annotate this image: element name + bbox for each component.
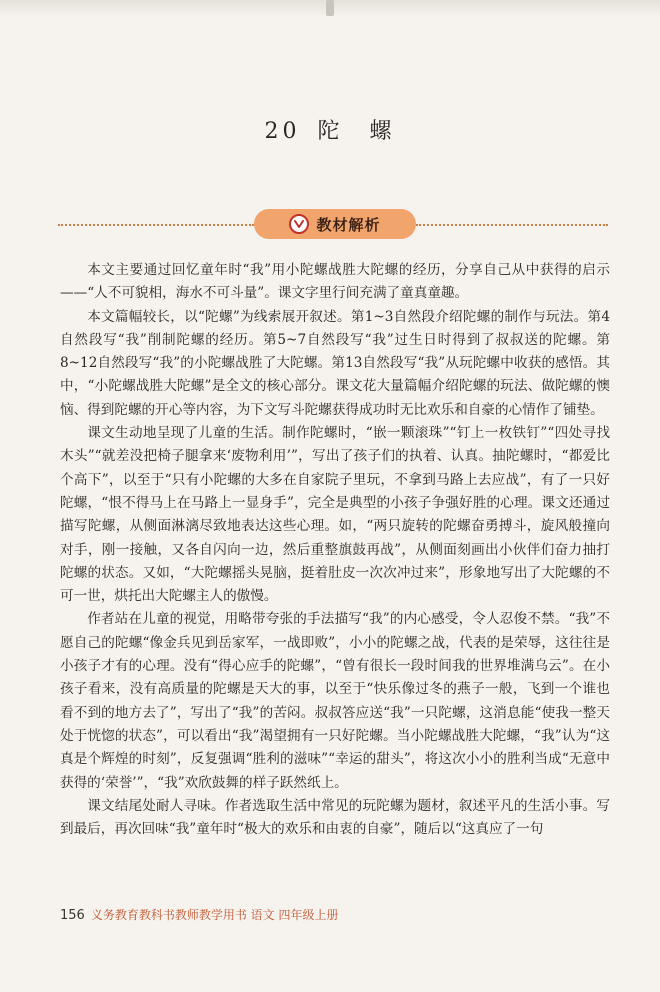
paragraph-3: 课文生动地呈现了儿童的生活。制作陀螺时，“嵌一颗滚珠”“钉上一枚铁钉”“四处寻找木头”“就差没把椅子腿拿来‘废物利用’”，写出了孩子们的执着、认真。抽陀螺时，“都爱比个高下”，以至于“只有小陀螺的大多在自家院子里玩，不拿到马路上去应战”，有了一只好陀螺，“恨不得马上在马路上一显身手”，完全是典型的小孩子争强好胜的心理。课文还通过描写陀螺，从侧面淋漓尽致地表达这些心理。如，“两只旋转的陀螺奋勇搏斗，旋风般撞向对手，刚一接触，又各自闪向一边，然后重整旗鼓再战”，从侧面刻画出小伙伴们奋力抽打陀螺的状态。又如，“大陀螺摇头晃脑，挺着肚皮一次次冲过来”，形象地写出了大陀螺的不可一世，烘托出大陀螺主人的傲慢。 (60, 425, 610, 605)
check-arrow-icon (289, 214, 309, 234)
section-badge (254, 209, 416, 239)
lesson-title (0, 114, 660, 145)
lesson-number: 20 (264, 119, 301, 144)
body-text (60, 259, 610, 841)
page-number: 156 (60, 908, 85, 923)
book-title: 义务教育教科书教师教学用书 语文 四年级上册 (90, 908, 339, 922)
paragraph-2: 本文篇幅较长，以“陀螺”为线索展开叙述。第1~3自然段介绍陀螺的制作与玩法。第4自然段写“我”削制陀螺的经历。第5~7自然段写“我”过生日时得到了叔叔送的陀螺。第8~12自然段写“我”的小陀螺战胜了大陀螺。第13自然段写“我”从玩陀螺中收获的感悟。其中，“小陀螺战胜大陀螺”是全文的核心部分。课文花大量篇幅介绍陀螺的玩法、做陀螺的懊恼、得到陀螺的开心等内容，为下文写斗陀螺获得成功时无比欢乐和自豪的心情作了铺垫。 (60, 308, 610, 418)
lesson-name: 陀 螺 (317, 119, 396, 144)
section-label: 教材解析 (316, 215, 381, 234)
section-header (58, 207, 608, 241)
binding-mark (326, 0, 334, 16)
paragraph-5: 课文结尾处耐人寻味。作者选取生活中常见的玩陀螺为题材，叙述平凡的生活小事。写到最后，再次回味“我”童年时“极大的欢乐和由衷的自豪”，随后以“这真应了一句 (60, 797, 610, 838)
paragraph-4: 作者站在儿童的视觉，用略带夸张的手法描写“我”的内心感受，令人忍俊不禁。“我”不愿自己的陀螺“像金兵见到岳家军，一战即败”，小小的陀螺之战，代表的是荣辱，这往往是小孩子才有的心理。没有“得心应手的陀螺”，“曾有很长一段时间我的世界堆满乌云”。在小孩子看来，没有高质量的陀螺是天大的事，以至于“快乐像过冬的燕子一般，飞到一个谁也看不到的地方去了”，写出了“我”的苦闷。叔叔答应送“我”一只陀螺，这消息能“使我一整天处于恍惚的状态”，可以看出“我”渴望拥有一只好陀螺。当小陀螺战胜大陀螺，“我”认为“这真是个辉煌的时刻”，反复强调“胜利的滋味”“幸运的甜头”，将这次小小的胜利当成“无意中获得的‘荣誉’”，“我”欢欣鼓舞的样子跃然纸上。 (60, 611, 610, 791)
dotted-divider-left (58, 224, 254, 226)
dotted-divider-right (416, 224, 608, 226)
page-footer (60, 906, 610, 923)
paragraph-1: 本文主要通过回忆童年时“我”用小陀螺战胜大陀螺的经历，分享自己从中获得的启示——“人不可貌相，海水不可斗量”。课文字里行间充满了童真童趣。 (60, 262, 610, 302)
